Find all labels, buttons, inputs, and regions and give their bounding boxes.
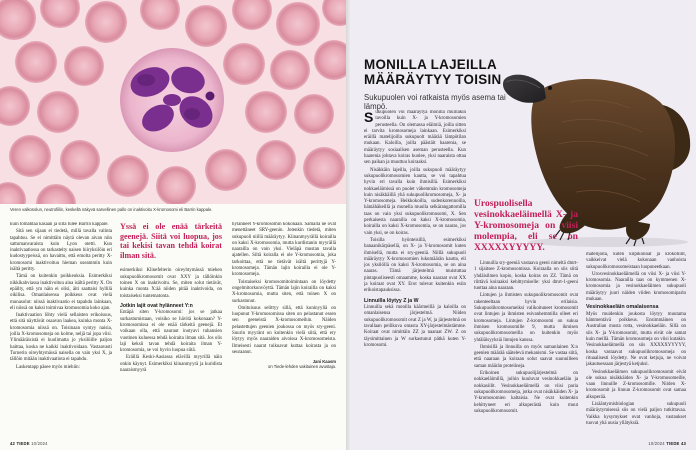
paragraph: Linnuilla sekä monilla käärmeillä ja kaloilla on omanlaisensa järjestelmä. Niiden sukupuolikromosomit ovat Z ja W, ja järjestelmä on tavallaan peilikuva omasta XY-järjestelmästämme. Koiraat ovat nimittäin ZZ ja naaraat ZW. Z on täysimittainen ja W surkastunut pätkä kuten Y-kromosomi. (364, 305, 466, 348)
left-column-2 (120, 222, 222, 375)
paragraph: Omituisuus selittyy sillä, että kuninyyliä on luopunut Y-kromosomissa siten on pelastanut essen sen geeneistä X-kromosomeihin. Näiden pelastettujen geenien joukossa on myös sry-geeni. Suurin myyränt on kuitenkin vielä siitä, että ery löytyy myös naaraiden aivoissa X-kromosomeista. Ilmeisesti naarat tuikuavat kuttaa koirasta ja on seuraanut. (232, 305, 336, 355)
lead-text: ukupuolen voi määräytyä monilla muillakin tavoilla kuin X- ja Y-kromosomien perusteella. On olemassa eläimiä, joilla sitten ei tarvita kromosomeja lainkaan. Esimerkiksi eräillä matelijoilla sukupuolt määrää lämpötilan mukaan. Kaloilla, joilla päästäit haarenia, se määräytyy sosiaalisen aseman perusteella. Kun haarenia johtava koiras kuolee, yksi naaraista ottaa sen paikan ja muuttuu koiraaksi. (364, 110, 466, 166)
page-number: 42 (10, 441, 16, 446)
paragraph: Toistaiseksi kromosomitoimintaan on löydetty ongelmitorkunvöyttä. Tämän lajin koirailla on kaksi X-kromosomia, mutta siten, että toinen X on surkastunut. (232, 279, 336, 304)
paragraph: Vesinokkaeläimen sukupuolikromosomit eivät ole sukua nisäkkäiden X- ja Y-kromosomeille, vaan linnuille Z-kromosomille. Niiden X-kromosomit ja linnun Z-kromosomit ovat samaa alkuperää. (586, 369, 686, 400)
magazine-name: TIEDE (666, 441, 680, 446)
left-column-3 (232, 222, 336, 369)
article-deck: Sukupuolen voi ratkaista myös asema tai lämpö. (364, 93, 506, 112)
left-folio (10, 441, 48, 446)
left-page (0, 0, 346, 450)
paragraph: esimerkiksi Klinefelterin oireyhtymässä miehen sukupuolikromosomit ovat XXY ja tällöinkin toinen X on inaktivoitu. Se, miten solut tietävät, kuinka monta X:ää niiden pitää inaktivoida, on toistaiseksi tuntematonta. (120, 268, 222, 299)
article-headline: MONILLA LAJEILLA MÄÄRÄYTYY TOISIN (364, 57, 502, 87)
paragraph: Entäpä siten Y-kromosomi: jos se jatkaa surkastumistaan, voisiko se hävitä kokonaan? Y-kromosomissa ei ole enää tärkeitä geenejä. Et voikaan olla, että nauraut inotyavi tuhansien vuotinen kuluessa tehdä koiraita ilman sitä. Jos olis laji keksii tavan tehdä koiraita ilman Y-kromosomia, se voi hyvin luopua siitä. (120, 310, 222, 354)
paragraph: Eräillä Keski-Aasiassa elävillä myyrillä näin onkin käynyt. Esimerkiksi kiinanmyyrä ja kuridista naaraismyyrä (120, 355, 222, 374)
paragraph: Myös muidenkin joukosta löytyy muutama hämmentävä poikkeus. Ensimmäinen on Australian musta rotta, vesinokkaeläin. Sillä on siis X- ja Y-kromosomit, mutta eivät ole samat kuin meillä. Tämän kromosomeja on viisi kutakin. Vesinokkaeläimellä on siis XXXXXYYYYY, koska vastaavat sukupuolikromosomeja on rituaalisesti löydetty. Ne ovat ketjuja, ne voivat jakautuessaan järjestyä ketjuksi. (586, 311, 686, 368)
magazine-name: TIEDE (16, 441, 30, 446)
right-column-1 (364, 110, 466, 350)
paragraph (364, 110, 466, 167)
photo-caption: Veren valkosolun, neutrofiilin, keskellä näkyvä sarvellinen pallo on inaktivoitu X-kromosomi eli Barrin kappale. (10, 207, 213, 212)
left-column-1 (10, 222, 112, 372)
subheading: Vesinokkaeläin omalaisensa (586, 304, 659, 311)
paragraph: Toisilla hyönteisillä, esimerkiksi banaanikärpäsellä, on X- ja Y-kromosomit kuten ihmisellä, mutta ei sry-geeniä. Niillä sukupuoli määräytyy X-kromosomien lukumäärän kautta, eli jos yksilöllä on kaksi X-kromosomia, se on aina naaras. Tämä järjestelmä muistuttaa pintapuoliseesti omaamme, koska naaraat ovat XX ja koiraat ovat XY. Erot tulevat kuitenkin esiin erikoistapauksissa. (364, 237, 466, 294)
paragraph: Urosvesinokkaeläimellä on viisi X- ja viisi Y-kromosomia. Naarailla taas on kymmenen X-kromosomia ja vesinokkaeläimen sukupuoli määräytyy juuri näiden viiden kromosomiparin mukaan. (586, 271, 686, 303)
neutrophil-micrograph (0, 0, 346, 204)
paragraph: Linnuilla sry-geeniä vastaava geeni nimeltä dmrt-1 sijaitsee Z-kromosomissa. Koiraalla on siis siitä yhdäisilmen kopio, koska koiras on ZZ. Tämä on riittävä koiraaksi kehittymiselle: yksi dmrt-1-geeni tuottaa aina naaraan. (474, 261, 578, 292)
paragraph: Sitä sen sijaan ei tiedetä, millä tavalla valinta tapahtuu. Se ei nimittäin näytä olevan aivan niin sattumanvaraista kuin Lyon otetti. Kun inaktivaatiossa on tarkastelty naisen hiiryksilöin eri kudostyypeissä, on havaittu, että emolta peritty X-kromosomi inaktivoituu hieman useammin kuin isältä peritty. (10, 229, 112, 273)
paragraph: Erikoinen sukupuolijärjestelmä on nokkaeläimillä, joihin kuuluvat vesinokkaeläin ja nokkasiilit. Vesinokkaeläimellä on viisi paria sukupuolikromosomeja, jotka ovat nisäkkäiden X- ja Y-kromosomien kaltaisia. Ne ovat kuitenkin kehittyneet eri alkuperästä kuin muut sukupuolikromosomit. (474, 371, 578, 414)
page-number: 43 (680, 441, 686, 446)
paragraph: Tämä on kuitenkin poikkeuksia. Esimerkiksi nikkikahviassa inaktivoituu aina isältä peritty X. On epäilty, että ym näin ei olisi, äiti saattaisi hyllilä oikilisa. Omanlaisensa poikkeus ovat vielä munasolut: niissä inaktivaatio ei tapahdu lainkaan, eli niissä on kaksi toimivaa kromosomia koko ajan. (10, 274, 112, 311)
subheading: Linnuilla löytyy Z ja W (364, 297, 419, 304)
author-role: on Tiede-lehden vakituinen avustaja. (268, 364, 336, 370)
pull-quote: Urospuolisella vesinokkaeläimellä X- ja Y-kromosomeja on viisi molempia, eli se on XXXXXYYYYY. (474, 198, 578, 253)
issue-number: 10/2024 (648, 441, 665, 446)
paragraph: Laskentapp päsee myös miehiin: (16, 364, 80, 370)
drop-cap: S (364, 110, 374, 125)
barr-body (206, 92, 215, 101)
author-credit (232, 359, 336, 369)
paragraph: kuin tomahtaa kasaan ja siitä tulee Barrin kappale. (10, 222, 109, 227)
pull-quote: Yssä ei ole enää tärkeitä geenejä. Siitä voi luopua, jos tai kekisi tavan tehdä koirat ilman sitä. (120, 222, 222, 260)
right-column-2 (474, 198, 578, 416)
subheading: Jotkin lajit ovat hylänneet Y:n (120, 302, 193, 309)
issue-number: 10/2024 (31, 441, 48, 446)
author-name: Jani Kaasm (312, 359, 336, 365)
right-column-3 (586, 252, 686, 428)
paragraph: Nisäkkäin lajeilla, joilla sukupuoli määräytyy sukupuolikromosomien kautta, se voi tapahtua hyvin eri tavalla kuin ihmisillä. Esimerkiksi nokkaeläimissä on puolet vähemmän kromosomeja kuin nisäkkäillä yhä sukupuolikromosomeja, X- ja Y-kromosomeja. Heikkokoilla, sudenkorennoilla, hämähäkeillä ja monella muulla selkärangattomilla taas on vain yksi sukupuolikromosomi, X. Sen perkaisesta naarailla on kaksi X-kromosomia, koirailla on kaksi X-kromosomia, se on naaras, jos vain yksi, se on koiras. (364, 167, 466, 236)
paragraph: Lisääntymisbiologian sukupuoli määräytymisessä siis on vielä paljon tutkittavaa. Vaikka kysymykset ovat vanhoja, vastaukset tuovat yhä uusia yllätyksiä. (586, 402, 686, 426)
right-page (350, 0, 696, 450)
right-folio (648, 441, 686, 446)
paragraph: hylänneet Y-kromosomin kokonaan. Samalla ne ovat menettäneet SRY-geenin. Jotenkin tiedetä, miten sukupuoli niillä määräytyy. Kiinanmyyrällä koirailla on kaksi X-kromosomia, mutta kurdistanin myyrällä naarailla on vain yksi. Vieläpä mustan tavalla ajatellen. Siltä koiralla ei ole Y-kromosomia, joka tarkoittaa, että ne tietävät isältä perittyjä Y-kromosomeja. Tämän lajin koirailla ei ole Y-kromosomeja. (232, 222, 336, 278)
paragraph: matelijoita, kuten kilpikonnat ja krokotiilit, vaikkeivat vielä kokonaan vanhoista sukupuolikromosomeistaan luopuneetkaan. (586, 252, 686, 270)
paragraph: Inaktivaation löhty vielä sellaisten erikoisuus, että sitä näyttävät osaavan laakea, kuinka monta X-kromosomia niissä on. Toisinaan syntyy naisia, joilla X-kromosomeja on kolme, neljä tai jopa viisi. Ylimääräisistä ei huolimatta jo yksilöille paljon haittaa, koska ne kaikki inaktivoidaan. Vastaavasti Turnerin oireyhtymässä naisella on vain yksi X, ja tällöin mitään inaktivaatiota ei tapahdu. (10, 313, 112, 363)
paragraph: Ihmisillä ja linnuilla on myös samanlainen X:n geenien määrää säätelevä mekanismi. Se vastaa siitä, että naaraan ja koiraan solut saavat suunnilleen saman määrän proteiineja. (474, 344, 578, 369)
paragraph: Lintujen ja ihmisten sukupuolikromosomit ovat rakenteeltaan hyvin erilaisia. Sukupuolikromosomeiksi valikoituneet kromosomit ovat lintujen ja ihmisten esivanhemmilla olleet eri kromosomeja. Lintujen Z-kromosomi on sukua ihmisen kromosomille 9, mutta ihmisen sukupuolikromosomeilla on kuitenkin myös yhtäläisyyksiä lintujen kanssa. (474, 293, 578, 343)
